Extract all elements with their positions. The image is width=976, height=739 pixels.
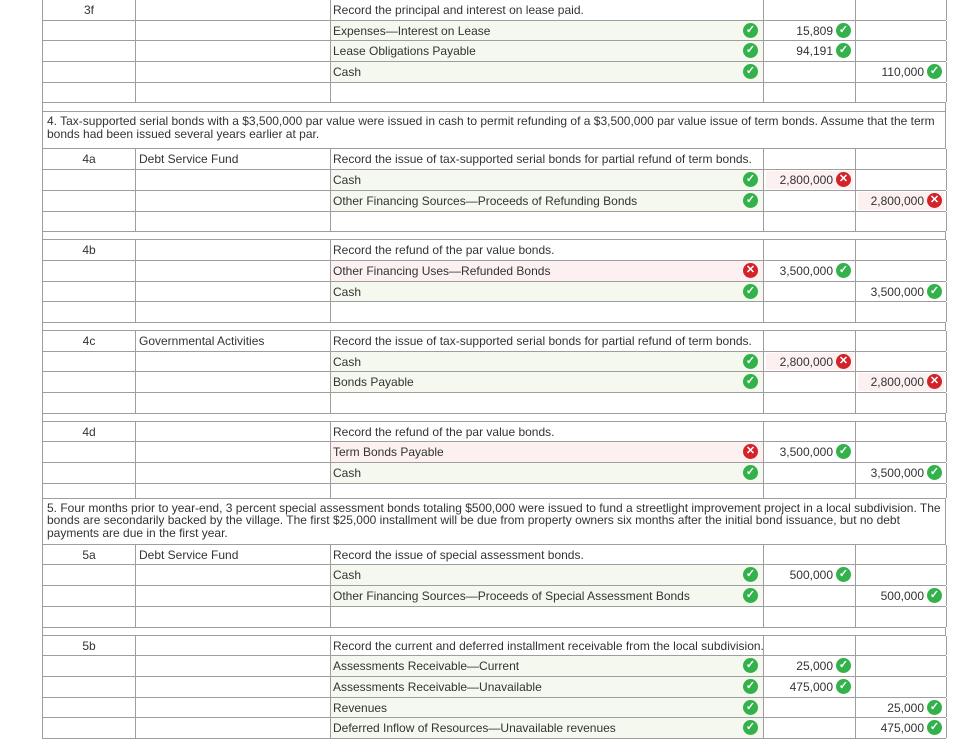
debit-input[interactable]: 3,500,000 ✓	[763, 261, 855, 281]
account-select[interactable]: Cash ✓	[330, 463, 763, 483]
blank-row	[42, 393, 946, 414]
check-circle-icon: ✓	[743, 700, 758, 715]
credit-input[interactable]	[855, 21, 947, 41]
journal-line	[42, 586, 946, 607]
entry-row: 5a Debt Service Fund Record the issue of special assessment bonds.	[42, 545, 946, 566]
debit-input[interactable]	[763, 718, 855, 738]
credit-input[interactable]	[855, 170, 947, 190]
debit-input[interactable]: 15,809 ✓	[763, 21, 855, 41]
journal-line	[42, 442, 946, 463]
credit-input[interactable]	[855, 352, 947, 372]
debit-input[interactable]: 3,500,000 ✓	[763, 442, 855, 462]
debit-input[interactable]: 475,000 ✓	[763, 677, 855, 697]
credit-input[interactable]: 2,800,000 ✕	[855, 372, 947, 392]
x-circle-icon: ✕	[836, 354, 851, 369]
account-select[interactable]: Other Financing Uses—Refunded Bonds ✕	[330, 261, 763, 281]
check-circle-icon: ✓	[927, 284, 942, 299]
description-cell: Record the principal and interest on lease paid.	[330, 0, 763, 20]
check-circle-icon: ✓	[836, 567, 851, 582]
check-circle-icon: ✓	[836, 23, 851, 38]
journal-line	[42, 191, 946, 212]
check-circle-icon: ✓	[836, 679, 851, 694]
check-circle-icon: ✓	[836, 263, 851, 278]
check-circle-icon: ✓	[743, 354, 758, 369]
credit-input[interactable]: 3,500,000 ✓	[855, 282, 947, 302]
debit-input[interactable]	[763, 62, 855, 82]
blank-row	[42, 607, 946, 628]
journal-line	[42, 677, 946, 698]
fund-cell[interactable]	[135, 636, 330, 656]
account-select[interactable]: Cash ✓	[330, 352, 763, 372]
debit-input[interactable]: 25,000 ✓	[763, 656, 855, 676]
entry-row: 4a Debt Service Fund Record the issue of tax-supported serial bonds for partial refund of term bonds.	[42, 149, 946, 170]
debit-input[interactable]	[763, 586, 855, 606]
blank-row	[42, 83, 946, 104]
check-circle-icon: ✓	[836, 444, 851, 459]
fund-cell[interactable]	[135, 422, 330, 442]
fund-cell[interactable]: Debt Service Fund	[135, 149, 330, 169]
credit-input[interactable]	[855, 677, 947, 697]
journal-line	[42, 261, 946, 282]
journal-line	[42, 372, 946, 393]
journal-line	[42, 170, 946, 191]
entry-row: 4c Governmental Activities Record the issue of tax-supported serial bonds for partial refund of term bonds.	[42, 331, 946, 352]
check-circle-icon: ✓	[743, 284, 758, 299]
debit-input[interactable]: 2,800,000 ✕	[763, 170, 855, 190]
debit-input[interactable]: 2,800,000 ✕	[763, 352, 855, 372]
journal-line	[42, 698, 946, 719]
account-select[interactable]: Cash ✓	[330, 62, 763, 82]
blank-row	[42, 484, 946, 499]
journal-line	[42, 463, 946, 484]
credit-input[interactable]: 500,000 ✓	[855, 586, 947, 606]
x-circle-icon: ✕	[743, 263, 758, 278]
entry-id-cell: 3f	[42, 0, 135, 20]
account-select[interactable]: Assessments Receivable—Current ✓	[330, 656, 763, 676]
fund-cell[interactable]: Governmental Activities	[135, 331, 330, 351]
account-select[interactable]: Other Financing Sources—Proceeds of Special Assessment Bonds ✓	[330, 586, 763, 606]
journal-table	[42, 0, 946, 739]
credit-input[interactable]: 3,500,000 ✓	[855, 463, 947, 483]
debit-input[interactable]: 94,191 ✓	[763, 41, 855, 61]
account-select[interactable]: Other Financing Sources—Proceeds of Refunding Bonds ✓	[330, 191, 763, 211]
account-select[interactable]: Bonds Payable ✓	[330, 372, 763, 392]
debit-input[interactable]	[763, 372, 855, 392]
check-circle-icon: ✓	[927, 64, 942, 79]
x-circle-icon: ✕	[836, 172, 851, 187]
journal-line	[42, 62, 946, 83]
account-select[interactable]: Term Bonds Payable ✕	[330, 442, 763, 462]
blank-row	[42, 302, 946, 323]
journal-line	[42, 656, 946, 677]
account-select[interactable]: Cash ✓	[330, 170, 763, 190]
entry-row: 4d Record the refund of the par value bonds.	[42, 422, 946, 443]
account-select[interactable]: Assessments Receivable—Unavailable ✓	[330, 677, 763, 697]
check-circle-icon: ✓	[927, 700, 942, 715]
check-circle-icon: ✓	[743, 720, 758, 735]
credit-input[interactable]	[855, 656, 947, 676]
fund-cell[interactable]: Debt Service Fund	[135, 545, 330, 565]
journal-line	[42, 282, 946, 303]
check-circle-icon: ✓	[743, 567, 758, 582]
check-circle-icon: ✓	[743, 658, 758, 673]
debit-input[interactable]	[763, 698, 855, 718]
entry-row	[42, 0, 946, 21]
problem-5-text: 5. Four months prior to year-end, 3 percent special assessment bonds totaling $500,000 were issued to fund a streetlight improvement project in a local subdivision. The bonds are secondarily backed by the village. The first $25,000 installment will be due from property owners six months after the initial bond issuance, but no debt payments are due in the first year.	[42, 499, 946, 545]
account-select[interactable]: Cash ✓	[330, 282, 763, 302]
debit-input[interactable]	[763, 191, 855, 211]
check-circle-icon: ✓	[743, 193, 758, 208]
journal-line	[42, 41, 946, 62]
credit-input[interactable]: 475,000 ✓	[855, 718, 947, 738]
x-circle-icon: ✕	[927, 374, 942, 389]
fund-cell[interactable]	[135, 240, 330, 260]
check-circle-icon: ✓	[743, 465, 758, 480]
entry-row: 4b Record the refund of the par value bonds.	[42, 240, 946, 261]
check-circle-icon: ✓	[927, 465, 942, 480]
x-circle-icon: ✕	[927, 193, 942, 208]
fund-cell[interactable]	[135, 0, 330, 20]
journal-line	[42, 718, 946, 739]
check-circle-icon: ✓	[836, 43, 851, 58]
check-circle-icon: ✓	[743, 64, 758, 79]
credit-input[interactable]	[855, 565, 947, 585]
check-circle-icon: ✓	[927, 720, 942, 735]
credit-input[interactable]	[855, 261, 947, 281]
account-select[interactable]: Lease Obligations Payable ✓	[330, 41, 763, 61]
entry-row: 5b Record the current and deferred installment receivable from the local subdivision.	[42, 636, 946, 657]
credit-input[interactable]: 25,000 ✓	[855, 698, 947, 718]
account-select[interactable]: Revenues ✓	[330, 698, 763, 718]
check-circle-icon: ✓	[743, 172, 758, 187]
journal-line	[42, 352, 946, 373]
credit-input[interactable]: 110,000 ✓	[855, 62, 947, 82]
blank-row	[42, 212, 946, 233]
account-select[interactable]: Expenses—Interest on Lease ✓	[330, 21, 763, 41]
credit-input[interactable]: 2,800,000 ✕	[855, 191, 947, 211]
problem-4-text: 4. Tax-supported serial bonds with a $3,500,000 par value were issued in cash to permit refunding of a $3,500,000 par value issue of term bonds. Assume that the term bonds had been issued several years earlier at par.	[42, 111, 946, 149]
check-circle-icon: ✓	[743, 588, 758, 603]
credit-input[interactable]	[855, 41, 947, 61]
debit-input[interactable]: 500,000 ✓	[763, 565, 855, 585]
account-select[interactable]: Deferred Inflow of Resources—Unavailable revenues ✓	[330, 718, 763, 738]
account-select[interactable]: Cash ✓	[330, 565, 763, 585]
credit-input[interactable]	[855, 442, 947, 462]
check-circle-icon: ✓	[927, 588, 942, 603]
journal-line	[42, 565, 946, 586]
journal-line	[42, 21, 946, 42]
debit-input[interactable]	[763, 463, 855, 483]
check-circle-icon: ✓	[743, 43, 758, 58]
x-circle-icon: ✕	[743, 444, 758, 459]
check-circle-icon: ✓	[836, 658, 851, 673]
check-circle-icon: ✓	[743, 23, 758, 38]
check-circle-icon: ✓	[743, 374, 758, 389]
debit-input[interactable]	[763, 282, 855, 302]
check-circle-icon: ✓	[743, 679, 758, 694]
